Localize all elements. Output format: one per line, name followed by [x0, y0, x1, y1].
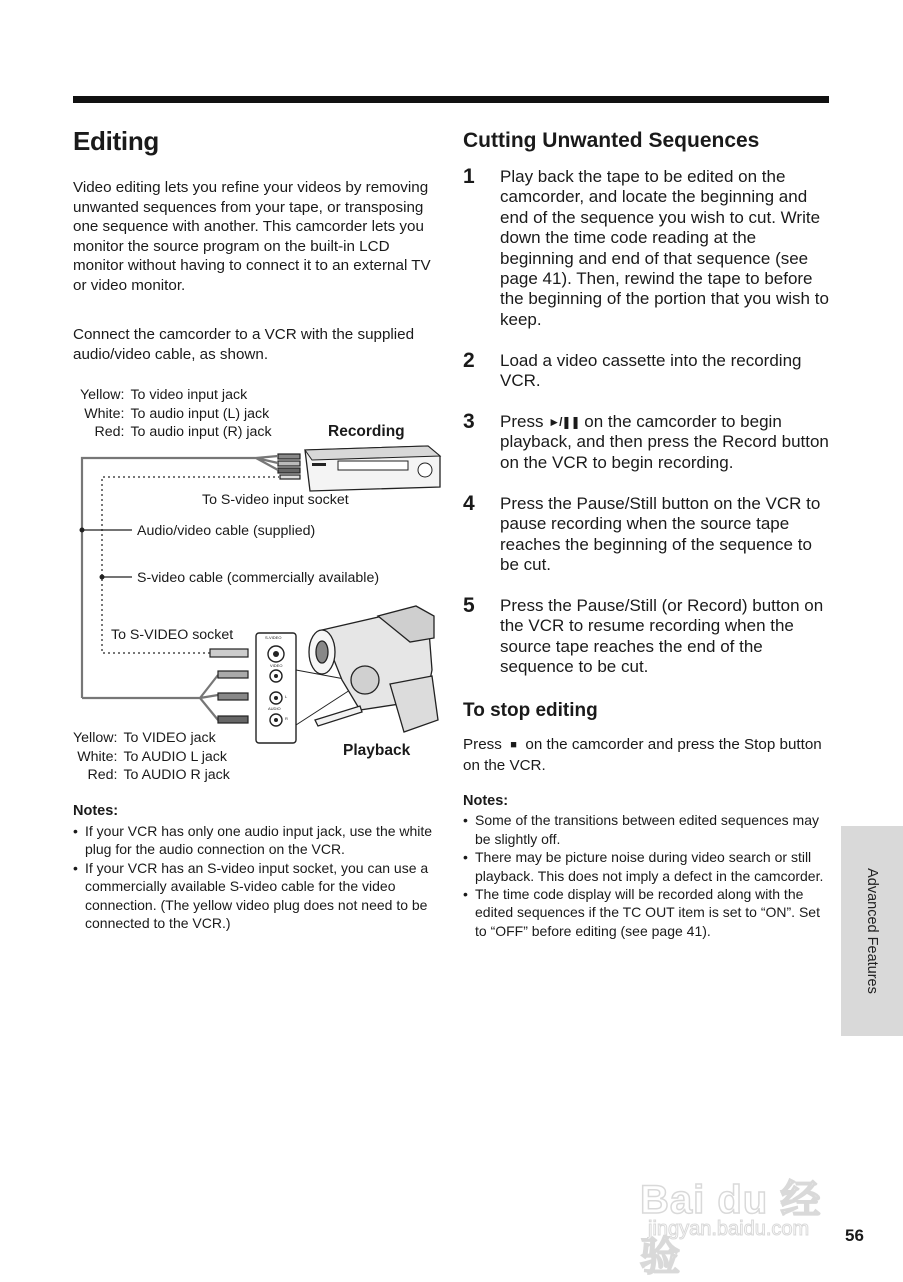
camcorder-plugs: [210, 649, 248, 723]
connect-paragraph: Connect the camcorder to a VCR with the supplied audio/video cable, as shown.: [73, 326, 415, 363]
cable-color: Yellow:: [73, 730, 118, 746]
cable-destination: To AUDIO L jack: [123, 748, 227, 765]
step-5: [463, 596, 833, 678]
step-text-post: on the camcorder to begin playback, and then press the Record button on the VCR to begin recording.: [500, 412, 829, 472]
cable-destination: To VIDEO jack: [123, 730, 216, 746]
notes-heading: Notes:: [73, 803, 119, 819]
note-text: If your VCR has an S-video input socket, you can use a commercially available S-video cable for the video connection. (The yellow video plug does not need to be connected to the VCR.): [85, 859, 429, 931]
step-number: 4: [463, 492, 475, 515]
watermark-brand: Bai du 经验: [640, 1178, 822, 1279]
watermark: [640, 1150, 850, 1279]
panel-svideo-label: S-VIDEO: [265, 635, 282, 640]
svideo-input-label: To S-video input socket: [202, 492, 349, 508]
cable-color: White:: [77, 748, 118, 765]
step-2: [463, 351, 833, 392]
svideo-socket-label: To S-VIDEO socket: [111, 627, 234, 643]
cable-color: Yellow:: [80, 387, 125, 403]
panel-video-label: VIDEO: [270, 663, 283, 668]
step-text: Load a video cassette into the recording VCR.: [500, 351, 802, 391]
page-number: 56: [845, 1226, 864, 1245]
camcorder-cable-list: [73, 729, 230, 785]
panel-l-label: L: [285, 694, 288, 699]
cable-color: Red:: [87, 767, 118, 783]
note-text: Some of the transitions between edited sequences may be slightly off.: [475, 812, 819, 847]
vcr-plugs: [278, 454, 300, 479]
step-3: [463, 412, 833, 473]
note-text: There may be picture noise during video search or still playback. This does not imply a defect in the camcorder.: [475, 849, 824, 884]
step-text-pre: Press: [500, 412, 544, 431]
step-1: [463, 167, 833, 330]
connection-diagram: [60, 380, 460, 800]
step-4: [463, 494, 833, 576]
stop-text-post: on the camcorder and press the Stop button on the VCR.: [463, 736, 822, 774]
step-text: [500, 412, 833, 473]
vcr-cable-list: [80, 386, 272, 442]
note-text: The time code display will be recorded along with the edited sequences if the TC OUT item is set to “ON”. Set to “OFF” before editing (see page 41).: [475, 886, 820, 939]
stop-icon: ■: [510, 739, 517, 751]
step-number: 5: [463, 594, 475, 617]
cable-destination: To AUDIO R jack: [123, 767, 230, 783]
cable-destination: To audio input (L) jack: [130, 405, 270, 422]
note-text: If your VCR has only one audio input jack, use the white plug for the audio connection on the VCR.: [85, 822, 433, 857]
step-number: 2: [463, 349, 475, 372]
stop-editing-text: [463, 735, 833, 775]
side-tab-label: Advanced Features: [864, 868, 880, 994]
step-text: Play back the tape to be edited on the camcorder, and locate the beginning and end of the sequence you wish to cut. Write down the time code reading at the beginning and end of that sequence (see page 41). Then, rewind the tape to before the beginning of the portion that you wish to keep.: [500, 167, 829, 329]
cable-color: White:: [84, 405, 125, 422]
camcorder-illustration: [309, 606, 438, 732]
vcr-illustration: [305, 446, 440, 491]
top-rule: [73, 96, 829, 103]
watermark-url: jingyan.baidu.com: [648, 1218, 810, 1240]
note-item: • If your VCR has an S-video input socket, you can use a commercially available S-video cable for the video connection. (The yellow video plug does not need to be connected to the VCR.): [73, 859, 445, 933]
stop-text-pre: Press: [463, 736, 502, 753]
panel-r-label: R: [285, 716, 288, 721]
section-side-tab: [841, 826, 903, 1036]
note-item: • If your VCR has only one audio input jack, use the white plug for the audio connection on the VCR.: [73, 822, 445, 859]
av-cable-label: Audio/video cable (supplied): [137, 523, 316, 539]
stop-editing-heading: To stop editing: [463, 700, 598, 721]
note-item: • The time code display will be recorded along with the edited sequences if the TC OUT item is set to “ON”. Set to “OFF” before editing (see page 41).: [463, 885, 833, 940]
panel-audio-label: AUDIO: [268, 706, 281, 711]
step-number: 3: [463, 410, 475, 433]
cable-destination: To video input jack: [130, 387, 248, 403]
section-heading: Cutting Unwanted Sequences: [463, 129, 760, 152]
step-number: 1: [463, 165, 475, 188]
recording-label: Recording: [328, 423, 405, 440]
notes-heading: Notes:: [463, 793, 509, 809]
playback-label: Playback: [343, 742, 411, 759]
left-notes: [73, 802, 445, 933]
step-text: Press the Pause/Still (or Record) button on the VCR to resume recording when the source tape reaches the end of the sequence to be cut.: [500, 596, 824, 677]
cable-color: Red:: [94, 424, 125, 440]
page-title: Editing: [73, 126, 159, 156]
step-text: Press the Pause/Still button on the VCR to pause recording when the source tape reaches the beginning of the sequence to be cut.: [500, 494, 821, 575]
note-item: • Some of the transitions between edited sequences may be slightly off.: [463, 811, 833, 848]
cable-destination: To audio input (R) jack: [130, 424, 272, 440]
play-pause-icon: ►/❚❚: [548, 415, 580, 429]
note-item: • There may be picture noise during video search or still playback. This does not imply a defect in the camcorder.: [463, 848, 833, 885]
right-notes: [463, 792, 833, 940]
svideo-cable-label: S-video cable (commercially available): [137, 570, 380, 586]
intro-paragraph: Video editing lets you refine your videos by removing unwanted sequences from your tape, or transposing one sequence with another. This camcorder lets you monitor the source program on the built-in LCD monitor without having to connect it to an external TV or video monitor.: [73, 179, 431, 294]
